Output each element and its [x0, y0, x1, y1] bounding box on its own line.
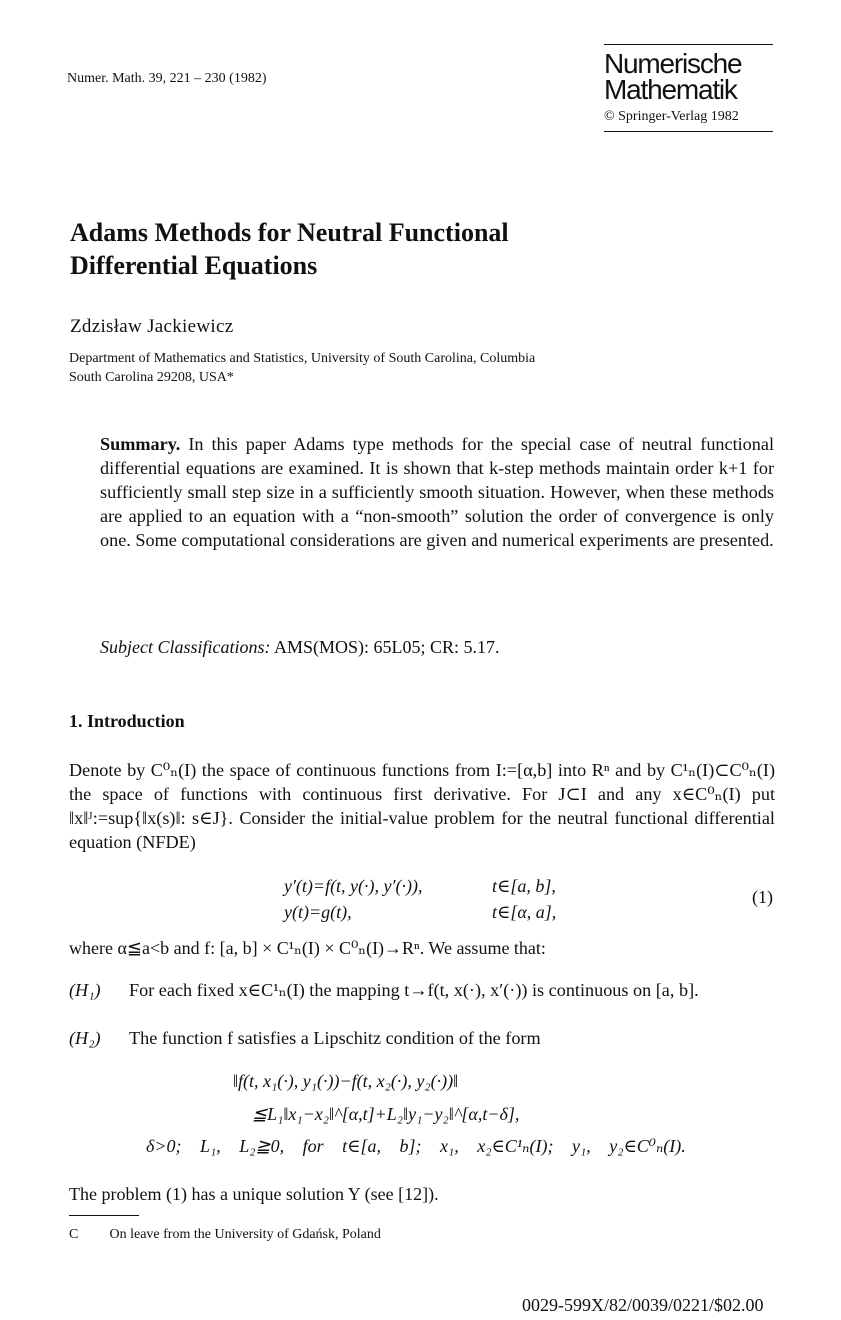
- hypothesis-h1-text: For each fixed x∈C¹ₙ(I) the mapping t→f(t, x(·), x′(·)) is continuous on [a, b].: [129, 980, 699, 1000]
- summary-text: In this paper Adams type methods for the special case of neutral functional differential equations are examined. It is shown that k-step methods maintain order k+1 for sufficiently small step size in a sufficiently smooth situation. However, when these methods are applied to an equation with a “non-smooth” solution the order of convergence is only one. Some computational considerations are given and numerical experiments are presented.: [100, 434, 774, 550]
- footer-code: 0029-599X/82/0039/0221/$02.00: [522, 1295, 764, 1315]
- affiliation-line-1: Department of Mathematics and Statistics, University of South Carolina, Columbia: [69, 351, 536, 366]
- intro-paragraph: Denote by C⁰ₙ(I) the space of continuous functions from I:=[α,b] into Rⁿ and by C¹ₙ(I)⊂C⁰ₙ(I) the space of functions with continuous first derivative. For J⊂I and any x∈C⁰ₙ(I) put ‖x‖ᴶ:=sup{‖x(s)‖: s∈J}. Consider the initial-value problem for the neutral functional differential equation (NFDE): [69, 760, 775, 852]
- hypothesis-h2-text: The function f satisfies a Lipschitz condition of the form: [129, 1028, 541, 1048]
- equation-number: (1): [752, 887, 773, 907]
- masthead-top-rule: [604, 44, 773, 45]
- journal-name-line1: Numerische: [604, 48, 742, 79]
- equation-1-line2-rhs: t∈[α, a],: [492, 902, 557, 922]
- subject-classifications: [100, 637, 500, 658]
- equation-1: [284, 873, 556, 925]
- where-line: where α≦a<b and f: [a, b] × C¹ₙ(I) × C⁰ₙ(I)→Rⁿ. We assume that:: [69, 938, 546, 958]
- equation-1-line1-lhs: y′(t)=f(t, y(·), y′(·)),: [284, 876, 423, 896]
- footnote-rule: [69, 1215, 139, 1216]
- hypothesis-h2-label: (H₂): [69, 1028, 101, 1048]
- subject-text: AMS(MOS): 65L05; CR: 5.17.: [274, 637, 500, 657]
- affiliation-line-2: South Carolina 29208, USA*: [69, 370, 234, 385]
- footnote-mark: C: [69, 1227, 79, 1242]
- footnote-text: On leave from the University of Gdańsk, Poland: [109, 1227, 381, 1242]
- summary-block: [100, 432, 774, 552]
- lipschitz-line-1: ‖f(t, x₁(·), y₁(·))−f(t, x₂(·), y₂(·))‖: [233, 1071, 459, 1091]
- lipschitz-line-2: ≦L₁‖x₁−x₂‖^[α,t]+L₂‖y₁−y₂‖^[α,t−δ],: [252, 1104, 520, 1124]
- journal-masthead: [604, 44, 773, 132]
- subject-label: Subject Classifications:: [100, 637, 271, 657]
- author-name: Zdzisław Jackiewicz: [70, 316, 234, 337]
- hypothesis-h1: [69, 978, 775, 1002]
- equation-1-line1-rhs: t∈[a, b],: [492, 876, 556, 896]
- hypothesis-h2: [69, 1026, 775, 1050]
- journal-reference: Numer. Math. 39, 221 – 230 (1982): [67, 71, 267, 86]
- masthead-bottom-rule: [604, 131, 773, 132]
- copyright-notice: © Springer-Verlag 1982: [604, 109, 739, 124]
- affiliation: [69, 349, 535, 387]
- summary-label: Summary.: [100, 434, 181, 454]
- hypothesis-h1-label: (H₁): [69, 980, 101, 1000]
- lipschitz-line-3: δ>0; L₁, L₂≧0, for t∈[a, b]; x₁, x₂∈C¹ₙ(I); y₁, y₂∈C⁰ₙ(I).: [146, 1136, 686, 1156]
- equation-1-line2-lhs: y(t)=g(t),: [284, 902, 352, 922]
- footnote: [69, 1227, 381, 1243]
- paper-title: [70, 216, 630, 282]
- section-heading: 1. Introduction: [69, 711, 185, 731]
- title-line-1: Adams Methods for Neutral Functional: [70, 218, 509, 247]
- journal-name-line2: Mathematik: [604, 74, 737, 105]
- problem-statement: The problem (1) has a unique solution Y (see [12]).: [69, 1184, 439, 1204]
- title-line-2: Differential Equations: [70, 251, 318, 280]
